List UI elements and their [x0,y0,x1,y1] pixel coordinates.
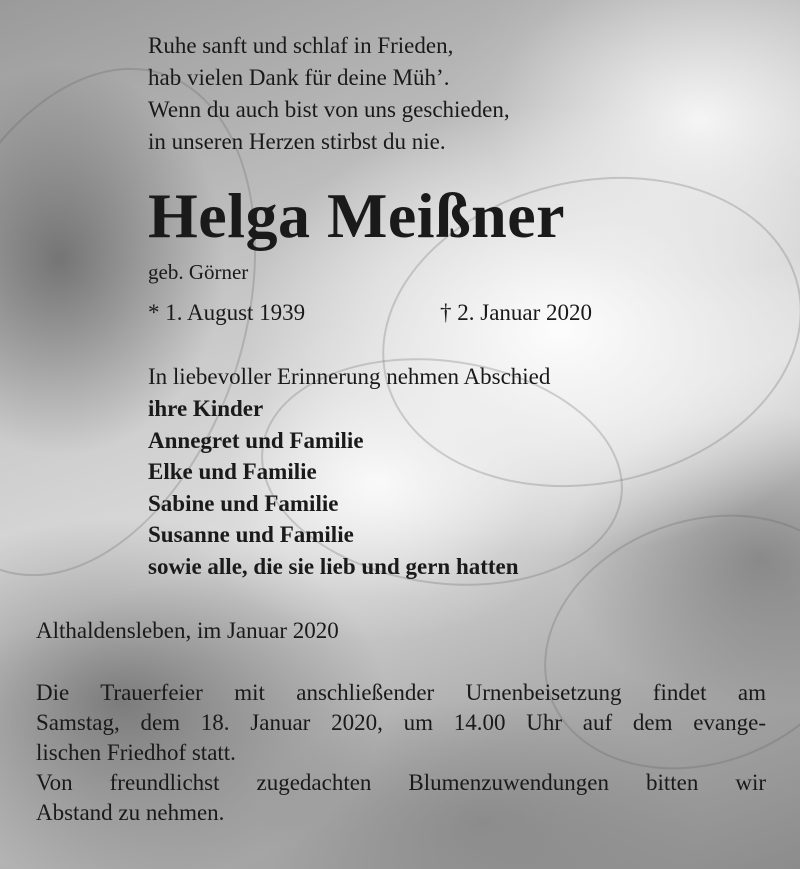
funeral-info-line: Von freundlichst zugedachten Blumenzuwendungen bitten wir [36,770,766,795]
mourner-entry: Susanne und Familie [148,522,354,547]
mourner-entry: ihre Kinder [148,396,264,421]
mourners-list [148,393,519,582]
funeral-info-line: Die Trauerfeier mit anschließender Urnenbeisetzung findet am [36,680,766,705]
maiden-name: geb. Görner [148,260,249,284]
mourner-entry: Sabine und Familie [148,490,339,516]
poem-line: Wenn du auch bist von uns geschieden, [148,97,510,122]
memorial-poem [148,30,510,158]
mourner-entry: Annegret und Familie [148,427,364,453]
poem-line: hab vielen Dank für deine Müh’. [148,65,450,90]
mourner-entry: Elke und Familie [148,459,317,484]
place-and-date: Althaldensleben, im Januar 2020 [36,618,339,643]
funeral-info-line: Samstag, dem 18. Januar 2020, um 14.00 Uhr auf dem evange- [36,710,766,735]
poem-line: in unseren Herzen stirbst du nie. [148,129,446,154]
death-date: † 2. Januar 2020 [440,300,593,325]
birth-date: * 1. August 1939 [148,300,306,325]
funeral-information [36,678,766,828]
funeral-info-line: lischen Friedhof statt. [36,740,236,765]
mourner-entry: sowie alle, die sie lieb und gern hatten [148,553,519,579]
funeral-info-line: Abstand zu nehmen. [36,800,225,825]
deceased-name: Helga Meißner [148,180,566,251]
poem-line: Ruhe sanft und schlaf in Frieden, [148,33,454,58]
farewell-intro: In liebevoller Erinnerung nehmen Abschied [148,364,551,389]
